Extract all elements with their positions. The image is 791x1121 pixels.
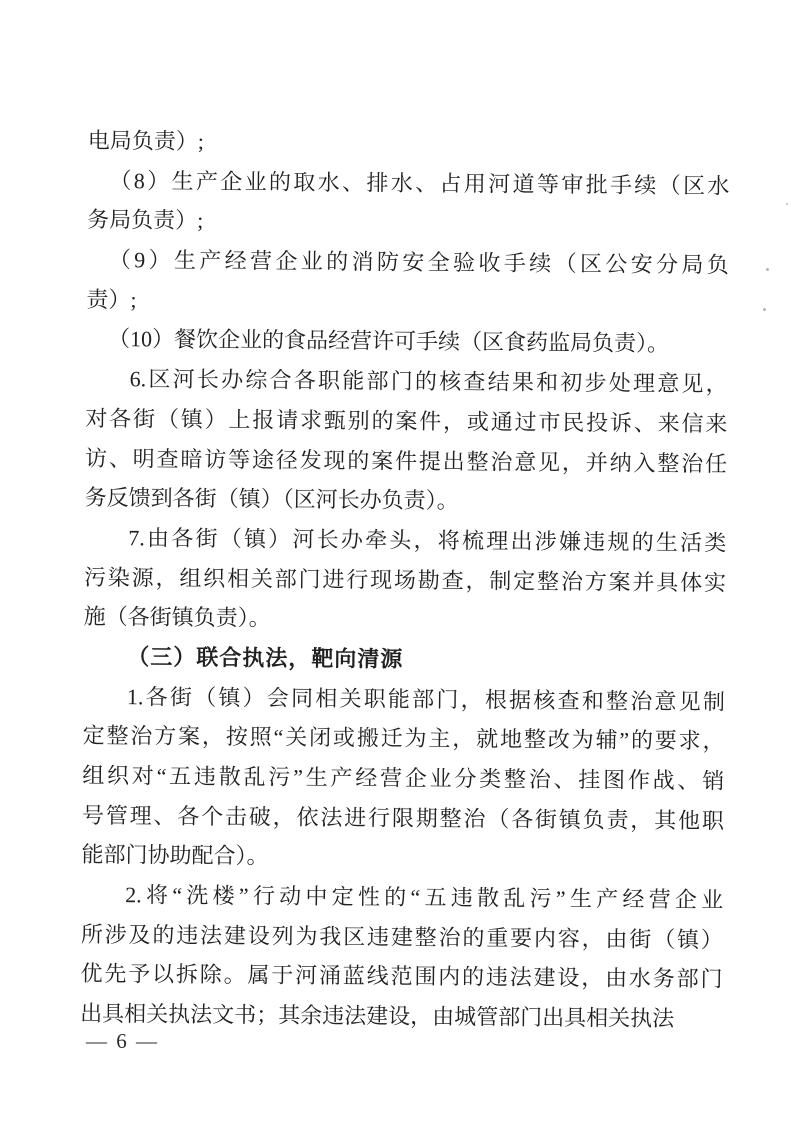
text-line: 6.区河长办综合各职能部门的核查结果和初步处理意见， <box>129 366 728 397</box>
text-line: 1.各街（镇）会同相关职能部门，根据核查和整治意见制 <box>126 683 726 715</box>
text-line: 访、明查暗访等途径发现的案件提出整治意见，并纳入整治任 <box>84 445 728 476</box>
item-7-continuation <box>88 121 730 166</box>
clause-2 <box>80 875 723 1039</box>
item-9 <box>86 240 729 325</box>
scan-speck <box>766 268 769 271</box>
text-line: 所涉及的违法建设列为我区违建整治的重要内容，由街（镇） <box>80 921 723 953</box>
text-line: （8）生产企业的取水、排水、占用河道等审批手续（区水 <box>109 167 730 199</box>
clause-7 <box>83 518 726 643</box>
text-line: （10）餐饮企业的食品经营许可手续（区食药监局负责）。 <box>107 326 670 357</box>
text-line: 污染源，组织相关部门进行现场勘查，制定整治方案并具体实 <box>83 564 727 595</box>
text-line: 2.将“洗楼”行动中定性的“五违散乱污”生产经营企业 <box>125 882 724 913</box>
text-line: （三）联合执法，靶向清源 <box>127 644 404 672</box>
text-line: 组织对“五违散乱污”生产经营企业分类整治、挂图作战、销 <box>82 762 725 794</box>
text-line: 对各街（镇）上报请求甄别的案件，或通过市民投诉、来信来 <box>85 405 728 437</box>
item-8 <box>87 161 730 246</box>
text-line: 电局负责）; <box>87 127 205 154</box>
clause-6 <box>85 359 728 523</box>
text-line: 务反馈到各街（镇）（区河长办负责）。 <box>84 484 459 514</box>
text-line: 能部门协助配合）。 <box>81 842 269 869</box>
text-line: 出具相关执法文书；其余违法建设，由城管部门出具相关执法 <box>80 1000 675 1032</box>
text-line: 优先予以拆除。属于河涌蓝线范围内的违法建设，由水务部门 <box>80 961 723 992</box>
scan-speck <box>763 308 766 311</box>
item-10 <box>86 319 728 364</box>
page-number: — 6 — <box>86 1029 159 1053</box>
text-line: 号管理、各个击破，依法进行限期整治（各街镇负责，其他职 <box>81 802 725 834</box>
text-line: 定整治方案，按照“关闭或搬迁为主，就地整改为辅”的要求， <box>82 723 725 754</box>
text-line: 责）; <box>86 286 137 313</box>
text-line: （9）生产经营企业的消防安全验收手续（区公安分局负 <box>108 247 729 278</box>
text-line: 务局负责）; <box>87 207 204 234</box>
scan-speck <box>786 203 788 205</box>
clause-1 <box>81 676 725 880</box>
text-line: 施（各街镇负责）。 <box>83 604 271 631</box>
section-heading-3 <box>83 637 725 682</box>
text-line: 7.由各街（镇）河长办牵头，将梳理出涉嫌违规的生活类 <box>128 525 727 556</box>
document-body <box>80 121 730 1039</box>
